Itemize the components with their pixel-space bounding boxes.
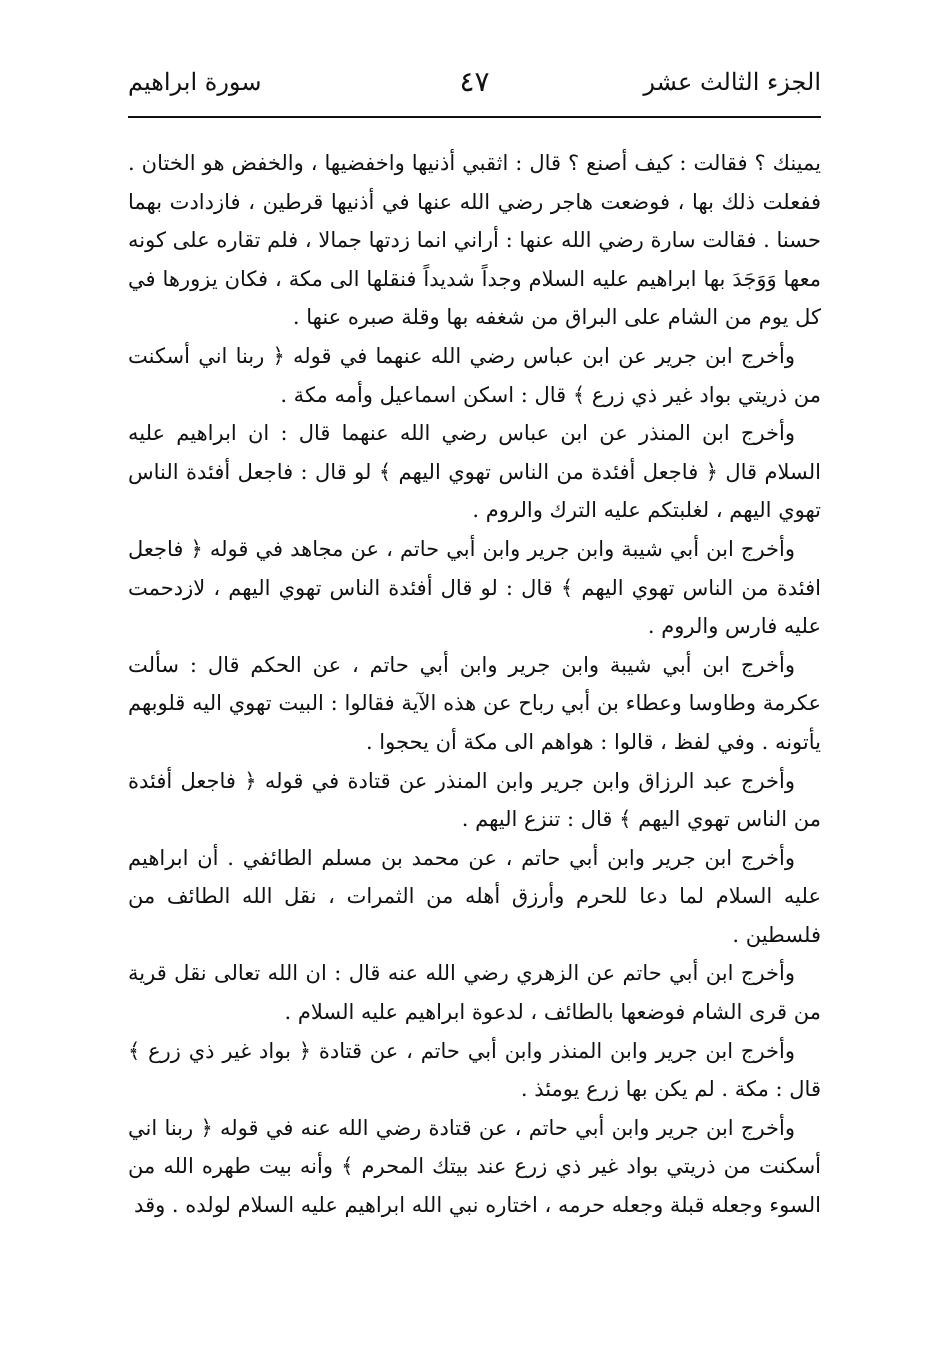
paragraph-2: وأخرج ابن جرير عن ابن عباس رضي الله عنهما في قوله ﴿ ربنا اني أسكنت من ذريتي بواد غير ذي زرع ﴾ قال : اسكن اسماعيل وأمه مكة .: [128, 343, 821, 407]
paragraph-4: وأخرج ابن أبي شيبة وابن جرير وابن أبي حاتم ، عن مجاهد في قوله ﴿ فاجعل افئدة من الناس تهوي اليهم ﴾ قال : لو قال أفئدة الناس تهوي اليهم ، لازدحمت عليه فارس والروم .: [128, 536, 821, 639]
paragraph-3: وأخرج ابن المنذر عن ابن عباس رضي الله عنهما قال : ان ابراهيم عليه السلام قال ﴿ فاجعل أفئدة من الناس تهوي اليهم ﴾ لو قال : فاجعل أفئدة الناس تهوي اليهم ، لغلبتكم عليه الترك والروم .: [128, 421, 821, 523]
paragraph-10: وأخرج ابن جرير وابن أبي حاتم ، عن قتادة رضي الله عنه في قوله ﴿ ربنا اني أسكنت من ذريتي بواد غير ذي زرع عند بيتك المحرم ﴾ وأنه بيت طهره الله من السوء وجعله قبلة وجعله حرمه ، اختاره نبي الله ابراهيم عليه السلام لولده . وقد: [128, 1115, 821, 1218]
running-header: [128, 62, 821, 102]
paragraph-6: وأخرج عبد الرزاق وابن جرير وابن المنذر عن قتادة في قوله ﴿ فاجعل أفئدة من الناس تهوي اليهم ﴾ قال : تنزع اليهم .: [128, 768, 821, 832]
paragraph-5: وأخرج ابن أبي شيبة وابن جرير وابن أبي حاتم ، عن الحكم قال : سألت عكرمة وطاوسا وعطاء بن أبي رباح عن هذه الآية فقالوا : البيت تهوي اليه قلوبهم يأتونه . وفي لفظ ، قالوا : هواهم الى مكة أن يحجوا .: [128, 652, 821, 754]
page-number: ٤٧: [459, 65, 490, 98]
surah-title: سورة ابراهيم: [128, 68, 262, 96]
header-divider: [128, 116, 821, 118]
paragraph-9: وأخرج ابن جرير وابن المنذر وابن أبي حاتم ، عن قتادة ﴿ بواد غير ذي زرع ﴾ قال : مكة . لم يكن بها زرع يومئذ .: [128, 1038, 821, 1102]
paragraph-1: يمينك ؟ فقالت : كيف أصنع ؟ قال : اثقبي أذنيها واخفضيها ، والخفض هو الختان . ففعلت ذلك بها ، فوضعت هاجر رضي الله عنها في أذنيها قرطين ، فازدادت بهما حسنا . فقالت سارة رضي الله عنها : أراني انما زدتها جمالا ، فلم تقاره على كونه معها وَوَجَدَ بها ابراهيم عليه السلام وجداً شديداً فنقلها الى مكة ، فكان يزورها في كل يوم من الشام على البراق من شغفه بها وقلة صبره عنها .: [128, 151, 821, 330]
body-text: [128, 144, 821, 1225]
paragraph-7: وأخرج ابن جرير وابن أبي حاتم ، عن محمد بن مسلم الطائفي . أن ابراهيم عليه السلام لما دعا للحرم وأرزق أهله من الثمرات ، نقل الله الطائف من فلسطين .: [128, 845, 821, 947]
paragraph-8: وأخرج ابن أبي حاتم عن الزهري رضي الله عنه قال : ان الله تعالى نقل قرية من قرى الشام فوضعها بالطائف ، لدعوة ابراهيم عليه السلام .: [128, 961, 821, 1025]
volume-title: الجزء الثالث عشر: [643, 68, 821, 96]
